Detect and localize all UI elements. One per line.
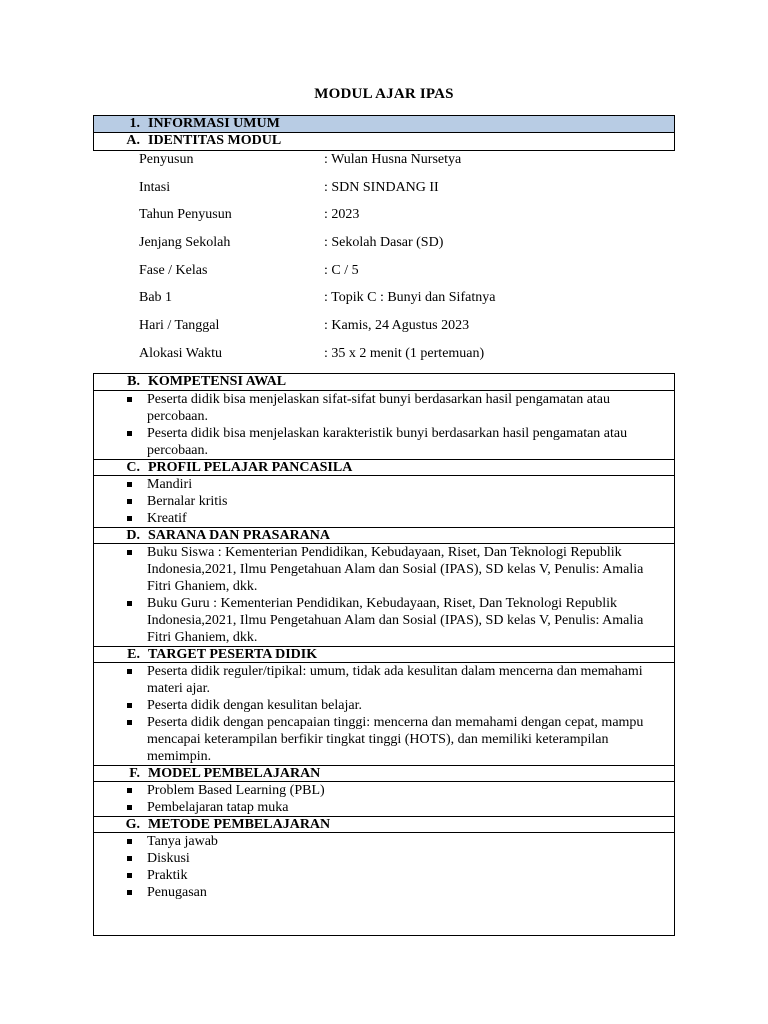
square-bullet-icon <box>127 516 132 521</box>
identity-value: : C / 5 <box>324 262 359 278</box>
section-number: B. <box>127 374 140 389</box>
identity-value: : Wulan Husna Nursetya <box>324 152 462 167</box>
section-label: KOMPETENSI AWAL <box>148 374 287 389</box>
square-bullet-icon <box>127 669 132 674</box>
list-item <box>94 663 674 697</box>
identity-key: Tahun Penyusun <box>139 207 232 223</box>
square-bullet-icon <box>127 703 132 708</box>
square-bullet-icon <box>127 788 132 793</box>
section-label: INFORMASI UMUM <box>148 116 280 131</box>
identity-row <box>93 151 675 179</box>
bullet-list <box>94 782 674 816</box>
list-item <box>94 595 674 646</box>
identity-key: Fase / Kelas <box>139 262 208 278</box>
section-number: 1. <box>129 116 140 131</box>
identitas-modul-header <box>94 133 674 150</box>
section-number: A. <box>126 133 140 148</box>
section-label: SARANA DAN PRASARANA <box>148 528 331 543</box>
section-number: C. <box>126 460 140 475</box>
section-header <box>94 765 674 782</box>
identity-key: Intasi <box>139 179 171 195</box>
square-bullet-icon <box>127 873 132 878</box>
sections-box <box>93 373 675 936</box>
list-item-text: Diskusi <box>147 851 190 866</box>
square-bullet-icon <box>127 482 132 487</box>
list-item <box>94 782 674 799</box>
identity-row <box>93 262 675 290</box>
identity-value: : Kamis, 24 Agustus 2023 <box>324 318 470 334</box>
section-label: PROFIL PELAJAR PANCASILA <box>148 460 353 475</box>
square-bullet-icon <box>127 601 132 606</box>
identity-row <box>93 206 675 234</box>
list-item <box>94 833 674 850</box>
list-item-text: Kreatif <box>147 511 187 526</box>
identity-key: Penyusun <box>139 152 194 167</box>
list-item <box>94 884 674 901</box>
document-title: MODUL AJAR IPAS <box>314 86 454 102</box>
identity-key: Hari / Tanggal <box>139 318 220 334</box>
bullet-list <box>94 544 674 646</box>
list-item-text: Penugasan <box>147 885 207 900</box>
section-number: F. <box>129 766 140 781</box>
square-bullet-icon <box>127 499 132 504</box>
list-item <box>94 544 674 595</box>
list-item <box>94 510 674 527</box>
list-item <box>94 425 674 459</box>
bullet-list <box>94 476 674 527</box>
list-item <box>94 697 674 714</box>
identity-row <box>93 317 675 345</box>
list-item-text: Buku Siswa : Kementerian Pendidikan, Kebudayaan, Riset, Dan Teknologi Republik Indonesia,2021, Ilmu Pengetahuan Alam dan Sosial (IPAS), SD kelas V, Penulis: Amalia Fitri Ghaniem, dkk. <box>147 545 644 594</box>
section-label: TARGET PESERTA DIDIK <box>148 647 318 662</box>
list-item-text: Peserta didik bisa menjelaskan karakteristik bunyi berdasarkan hasil pengamatan atau percobaan. <box>147 426 628 458</box>
informasi-umum-header <box>94 116 674 133</box>
identity-row <box>93 345 675 373</box>
square-bullet-icon <box>127 839 132 844</box>
identity-value: : 2023 <box>324 207 360 223</box>
section-header <box>94 459 674 476</box>
square-bullet-icon <box>127 397 132 402</box>
square-bullet-icon <box>127 805 132 810</box>
list-item-text: Pembelajaran tatap muka <box>147 800 289 815</box>
section-label: IDENTITAS MODUL <box>148 133 282 148</box>
section-number: G. <box>125 817 140 832</box>
list-item <box>94 493 674 510</box>
section-header <box>94 816 674 833</box>
identity-row <box>93 234 675 262</box>
list-item-text: Mandiri <box>147 477 193 492</box>
identitas-list <box>93 151 675 373</box>
section-header <box>94 527 674 544</box>
identity-key: Jenjang Sekolah <box>139 235 231 251</box>
section-number: E. <box>127 647 140 662</box>
identity-key: Alokasi Waktu <box>139 345 222 361</box>
section-number: D. <box>126 528 140 543</box>
identity-row <box>93 179 675 207</box>
square-bullet-icon <box>127 431 132 436</box>
identity-value: : Topik C : Bunyi dan Sifatnya <box>324 290 496 306</box>
section-label: METODE PEMBELAJARAN <box>148 817 331 832</box>
identity-value: : SDN SINDANG II <box>324 179 439 195</box>
bullet-list <box>94 663 674 765</box>
square-bullet-icon <box>127 550 132 555</box>
section-header <box>94 646 674 663</box>
list-item <box>94 714 674 765</box>
list-item <box>94 867 674 884</box>
list-item-text: Peserta didik dengan pencapaian tinggi: mencerna dan memahami dengan cepat, mampu mencapai keterampilan berfikir tingkat tinggi (HOTS), dan memiliki keterampilan memimpin. <box>147 715 644 764</box>
list-item <box>94 476 674 493</box>
bullet-list <box>94 391 674 459</box>
list-item-text: Praktik <box>147 868 188 883</box>
identity-key: Bab 1 <box>139 290 173 306</box>
list-item-text: Problem Based Learning (PBL) <box>147 783 325 798</box>
section-label: MODEL PEMBELAJARAN <box>148 766 321 781</box>
list-item <box>94 799 674 816</box>
list-item-text: Tanya jawab <box>147 834 218 849</box>
list-item-text: Bernalar kritis <box>147 494 228 509</box>
identity-row <box>93 289 675 317</box>
list-item-text: Peserta didik bisa menjelaskan sifat-sifat bunyi berdasarkan hasil pengamatan atau percobaan. <box>147 392 611 424</box>
list-item <box>94 850 674 867</box>
square-bullet-icon <box>127 720 132 725</box>
identity-value: : 35 x 2 menit (1 pertemuan) <box>324 345 485 361</box>
list-item <box>94 391 674 425</box>
list-item-text: Buku Guru : Kementerian Pendidikan, Kebudayaan, Riset, Dan Teknologi Republik Indonesia,2021, Ilmu Pengetahuan Alam dan Sosial (IPAS), SD kelas V, Penulis: Amalia Fitri Ghaniem, dkk. <box>147 596 644 645</box>
identitas-box <box>93 115 675 151</box>
section-header <box>94 374 674 391</box>
square-bullet-icon <box>127 890 132 895</box>
identity-value: : Sekolah Dasar (SD) <box>324 235 444 251</box>
list-item-text: Peserta didik dengan kesulitan belajar. <box>147 698 362 713</box>
bullet-list <box>94 833 674 901</box>
list-item-text: Peserta didik reguler/tipikal: umum, tidak ada kesulitan dalam mencerna dan memahami materi ajar. <box>147 664 643 696</box>
square-bullet-icon <box>127 856 132 861</box>
